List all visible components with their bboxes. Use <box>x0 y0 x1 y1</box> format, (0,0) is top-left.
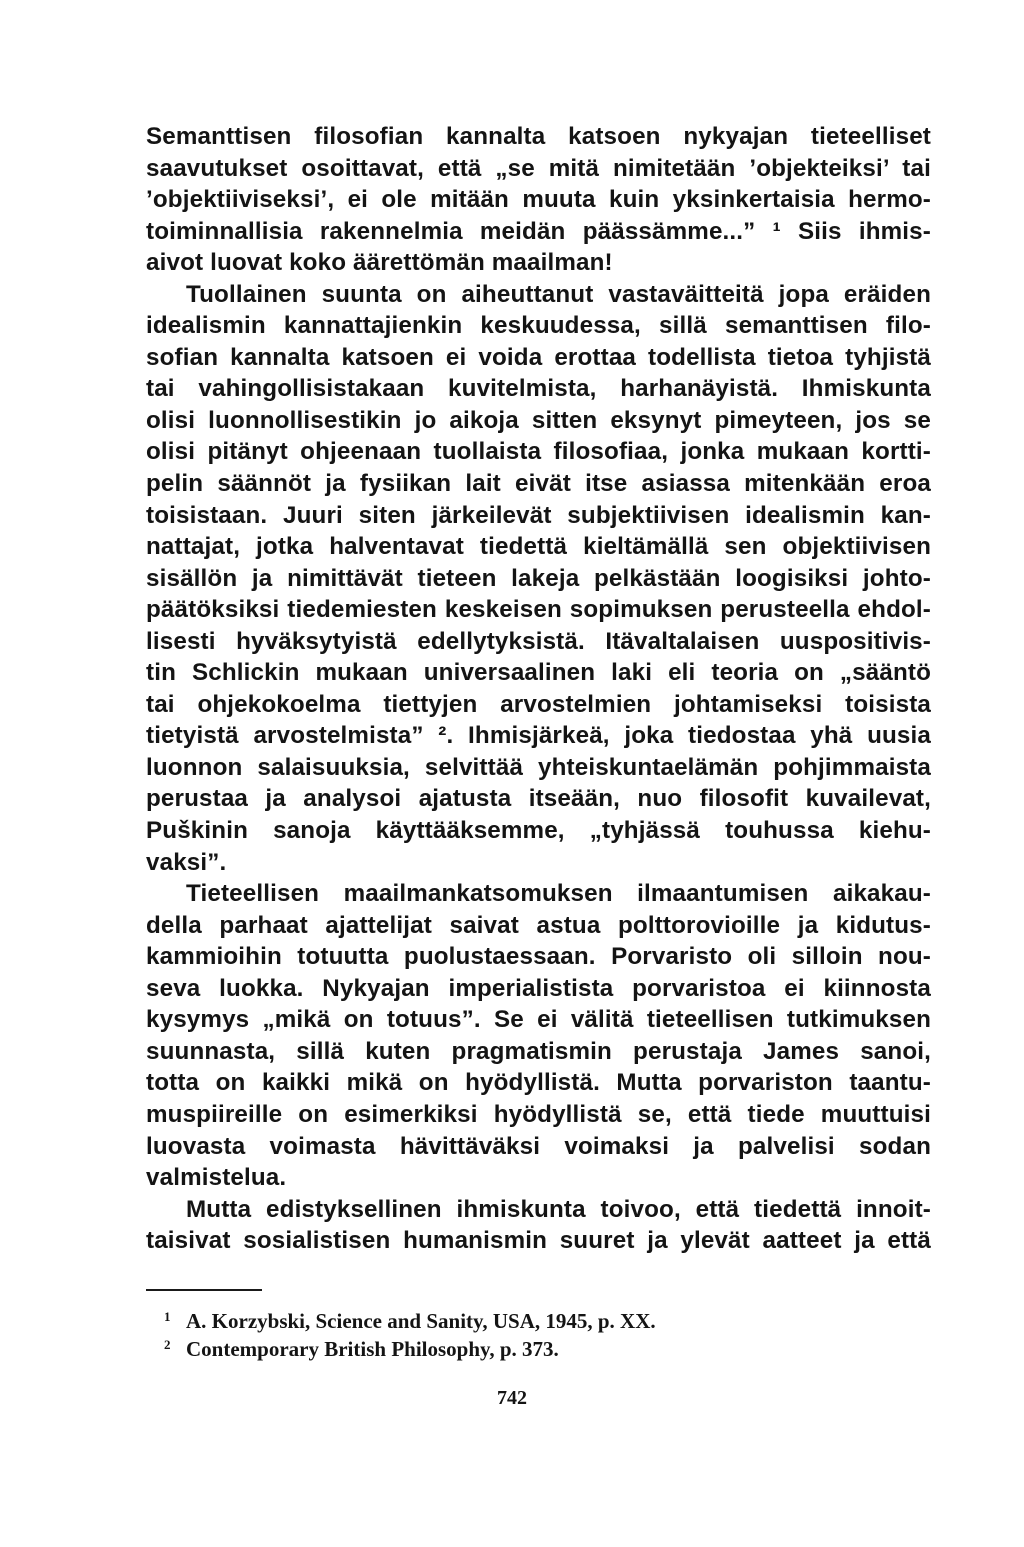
page-number: 742 <box>497 1387 527 1409</box>
text-line: suunnasta, sillä kuten pragmatismin perustaja James sanoi, <box>146 1037 931 1065</box>
footnote-marker: 2 <box>164 1337 171 1352</box>
text-line: sofian kannalta katsoen ei voida erottaa todellista tietoa tyhjistä <box>146 343 931 371</box>
text-line: della parhaat ajattelijat saivat astua polttorovioille ja kidutus- <box>146 911 931 939</box>
text-line: nattajat, jotka halventavat tiedettä kieltämällä sen objektiivisen <box>146 533 931 561</box>
text-line: vaksi”. <box>146 848 227 876</box>
text-line: kammioihin totuutta puolustaessaan. Porvaristo oli silloin nou- <box>146 943 931 971</box>
text-line: olisi pitänyt ohjeenaan tuollaista filosofiaa, jonka mukaan kortti- <box>146 438 931 466</box>
text-line: perustaa ja analysoi ajatusta itseään, nuo filosofit kuvailevat, <box>146 785 931 813</box>
text-line: seva luokka. Nykyajan imperialistista porvaristoa ei kiinnosta <box>146 974 931 1002</box>
text-line: taisivat sosialistisen humanismin suuret ja ylevät aatteet ja että <box>146 1227 931 1255</box>
text-line: saavutukset osoittavat, että „se mitä nimitetään ’objekteiksi’ tai <box>146 154 931 182</box>
footnote-marker: 1 <box>164 1309 171 1324</box>
text-line: idealismin kannattajienkin keskuudessa, sillä semanttisen filo- <box>146 312 931 340</box>
text-line: toiminnallisia rakennelmia meidän päässämme...” ¹ Siis ihmis- <box>146 217 931 245</box>
text-line: tietyistä arvostelmista” ². Ihmisjärkeä, joka tiedostaa yhä uusia <box>146 722 931 750</box>
footnote-separator <box>146 1289 262 1291</box>
footnote-text: Contemporary British Philosophy, p. 373. <box>186 1337 559 1361</box>
footnote <box>146 1335 931 1363</box>
text-line: Tuollainen suunta on aiheuttanut vastaväitteitä jopa eräiden <box>186 280 931 308</box>
text-line: Mutta edistyksellinen ihmiskunta toivoo, että tiedettä innoit- <box>186 1195 931 1223</box>
text-line: tai vahingollisistakaan kuvitelmista, harhanäyistä. Ihmiskunta <box>146 375 931 403</box>
footnote-text: A. Korzybski, Science and Sanity, USA, 1945, p. XX. <box>186 1309 656 1333</box>
text-line: Puškinin sanoja käyttääksemme, „tyhjässä touhussa kiehu- <box>146 817 931 845</box>
text-line: päätöksiksi tiedemiesten keskeisen sopimuksen perusteella ehdol- <box>146 596 931 624</box>
text-line: luovasta voimasta hävittäväksi voimaksi ja palvelisi sodan <box>146 1132 931 1160</box>
text-line: luonnon salaisuuksia, selvittää yhteiskuntaelämän pohjimmaista <box>146 753 931 781</box>
text-line: ’objektiiviseksi’, ei ole mitään muuta kuin yksinkertaisia hermo- <box>146 186 931 214</box>
text-line: olisi luonnollisestikin jo aikoja sitten eksynyt pimeyteen, jos se <box>146 406 931 434</box>
text-line: totta on kaikki mikä on hyödyllistä. Mutta porvariston taantu- <box>146 1069 931 1097</box>
text-line: tai ohjekokoelma tiettyjen arvostelmien johtamiseksi toisista <box>146 690 931 718</box>
text-line: sisällön ja nimittävät tieteen lakeja pelkästään loogisiksi johto- <box>146 564 931 592</box>
text-line: valmistelua. <box>146 1164 287 1192</box>
body-text <box>146 121 931 1257</box>
text-line: tin Schlickin mukaan universaalinen laki eli teoria on „sääntö <box>146 659 931 687</box>
text-line: Tieteellisen maailmankatsomuksen ilmaantumisen aikakau- <box>186 880 931 908</box>
text-line: aivot luovat koko äärettömän maailman! <box>146 249 613 277</box>
text-line: toisistaan. Juuri siten järkeilevät subjektiivisen idealismin kan- <box>146 501 931 529</box>
footnotes <box>146 1307 931 1363</box>
text-line: pelin säännöt ja fysiikan lait eivät itse asiassa mitenkään eroa <box>146 470 931 498</box>
text-line: Semanttisen filosofian kannalta katsoen nykyajan tieteelliset <box>146 123 931 150</box>
text-line: lisesti hyväksytyistä edellytyksistä. Itävaltalaisen uuspositivis- <box>146 627 931 655</box>
text-line: kysymys „mikä on totuus”. Se ei välitä tieteellisen tutkimuksen <box>146 1006 931 1034</box>
text-line: muspiireille on esimerkiksi hyödyllistä se, että tiede muuttuisi <box>146 1100 931 1128</box>
footnote <box>146 1307 931 1335</box>
